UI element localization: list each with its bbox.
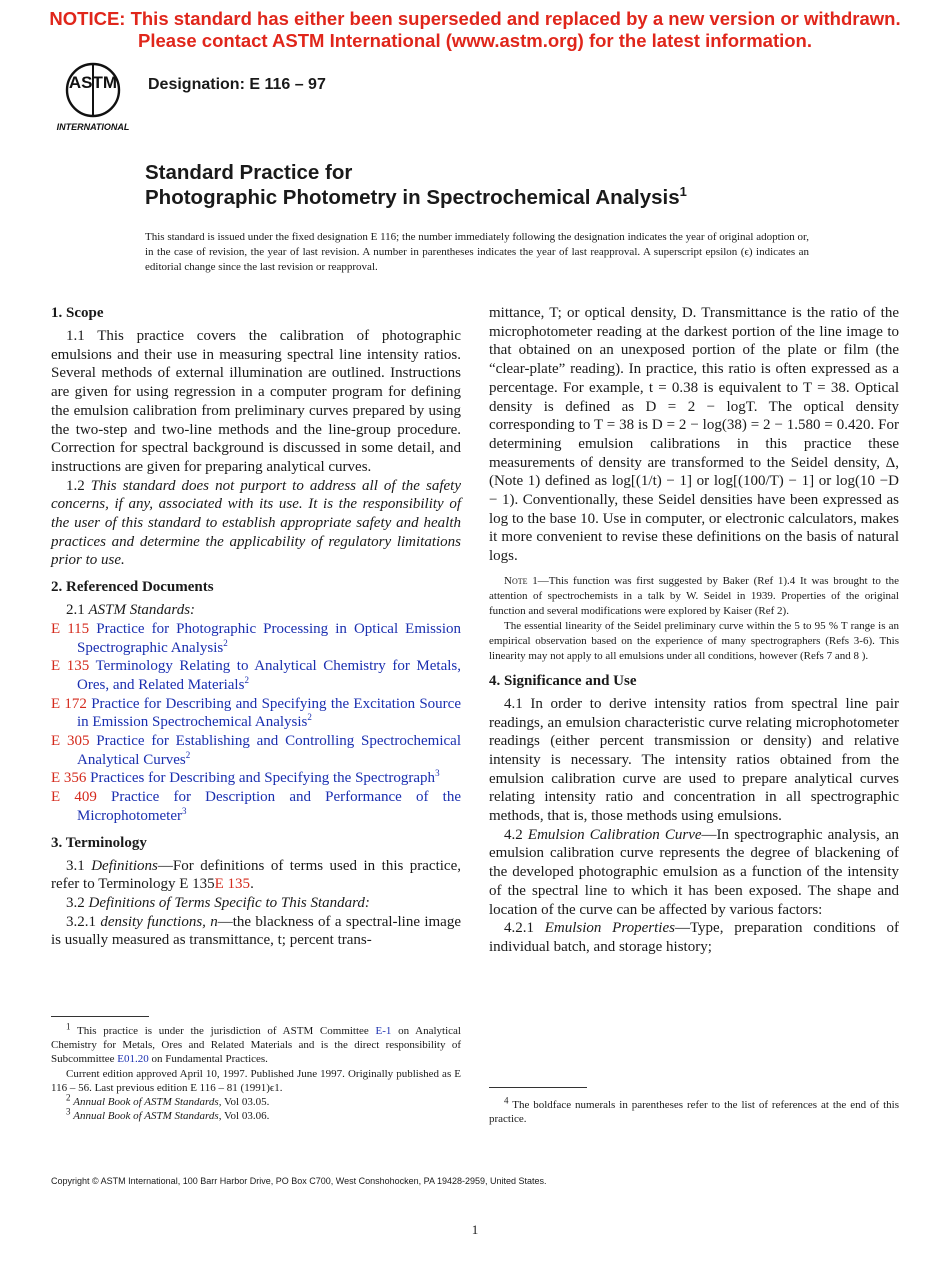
logo-astm-text: ASTM [68,73,118,92]
footnote-divider-left [51,1016,149,1017]
ref-e115[interactable]: E 115 Practice for Photographic Processing in Optical Emission Spectrographic Analysis$^2$ [51,620,462,656]
notice-line-1: NOTICE: This standard has either been superseded and replaced by a new version or withdrawn. [49,8,901,29]
terminology-3-1: 3.1 Definitions—For definitions of terms used in this practice, refer to Terminology E 135E 135. [51,857,461,893]
terminology-3-2: 3.2 Definitions of Terms Specific to This Standard: [66,894,370,911]
logo-international-text: INTERNATIONAL [56,122,130,132]
significance-4-2-1: 4.2.1 Emulsion Properties—Type, preparation conditions of individual batch, and storage history; [489,920,899,955]
ref-e305[interactable]: E 305 Practice for Establishing and Controlling Spectrochemical Analytical Curves$^2$ [51,733,461,768]
refdocs-heading: 2. Referenced Documents [51,579,214,596]
footnote-divider-right [489,1087,587,1088]
scope-1-2: 1.2 This standard does not purport to address all of the safety concerns, if any, associated with its use. It is the responsibility of the user of this standard to establish appropriate safety and health practices and determine the applicability of regulatory limitations prior to use. [51,477,461,569]
withdrawal-notice [0,8,950,52]
document-title [145,160,687,210]
footnote-1: $^1$ This practice is under the jurisdiction of ASTM Committee E-1 on Analytical Chemistry for Metals, Ores and Related Materials and is the direct responsibility of Subcommittee E01.20 on Fundamental Practices. [51,1021,461,1066]
link-e1[interactable]: E-1 [375,1025,392,1037]
footnote-3: $^3$ Annual Book of ASTM Standards, Vol 03.06. [66,1106,270,1123]
ref-e409[interactable]: E 409 Practice for Description and Performance of the Microphotometer$^3$ [51,789,461,824]
note-1-linearity: The essential linearity of the Seidel preliminary curve within the 5 to 95 % T range is an empirical observation based on the experience of many spectrographers (Refs 3-6). This linearity may not apply to all emulsions under all conditions, however (Refs 7 and 8 ). [489,619,899,662]
significance-heading: 4. Significance and Use [489,672,637,689]
scope-heading: 1. Scope [51,305,104,321]
footnotes-right [489,1095,899,1126]
astm-logo-icon [52,58,134,134]
notice-line-2: Please contact ASTM International (www.astm.org) for the latest information. [138,30,812,51]
footnote-1-history: Current edition approved April 10, 1997. Published June 1997. Originally published as E 116 – 56. Last previous edition E 116 – 81 (1991)ϵ1. [51,1067,461,1094]
ref-e356[interactable]: E 356 Practices for Describing and Specifying the Spectrograph$^3$ [51,768,440,787]
link-e0120[interactable]: E01.20 [117,1053,149,1066]
title-footnote-mark: 1 [679,184,687,200]
issuance-statement: This standard is issued under the fixed designation E 116; the number immediately following the designation indicates the year of original adoption or, in the case of revision, the year of last revision. A number in parentheses indicates the year of last reapproval. A superscript epsilon (ϵ) indicates an editorial change since the last revision or reapproval. [145,231,809,273]
footnote-4: $^4$ The boldface numerals in parentheses refer to the list of references at the end of this practice. [489,1095,899,1126]
title-line-1: Standard Practice for [145,161,353,184]
density-definition-cont: mittance, T; or optical density, D. Transmittance is the ratio of the microphotometer reading at the darkest portion of the line image to that obtained on an unexposed portion of the plate or film (the “clear-plate” reading). In practice, this ratio is often expressed as a percentage. For example, t = 0.38 is equivalent to T = 38. Optical density is defined as D = 2 − logT. The optical density corresponding to T = 38 is D = 2 − log(38) = 2 − 1.580 = 0.420. For determining emulsion calibrations in this practice these measurements of density are transformed to the Seidel density, Δ, (Note 1) defined as log[(1/t) − 1] or log[(100/T) − 1] or log(10 −D − 1). Conventionally, these Seidel densities have been expressed as log to the base 10. Use in computer, or electronic calculators, makes it more convenient to revise these definitions on the basis of natural logs. [489,305,899,565]
page-number: 1 [471,1222,479,1237]
terminology-heading: 3. Terminology [51,834,147,851]
right-column [489,304,899,957]
link-e135[interactable]: E 135 [214,876,251,893]
copyright: Copyright © ASTM International, 100 Barr Harbor Drive, PO Box C700, West Conshohocken, PA 19428-2959, United States. [51,1176,547,1186]
designation: Designation: E 116 – 97 [148,76,326,93]
title-line-2: Photographic Photometry in Spectrochemical Analysis [145,186,680,209]
significance-4-1: 4.1 In order to derive intensity ratios from spectral line pair readings, an emulsion characteristic curve relating microphotometer readings (either percent transmission or density) and relative intensity is necessary. The intensity ratios obtained from the emulsion calibration curve are used to prepare analytical curves relating intensity ratio and concentration in all spectrographic methods, that is, those methods using emulsions. [489,695,899,825]
left-column [51,304,461,950]
note-1: Note 1—This function was first suggested by Baker (Ref 1).4 It was brought to the attention of spectrochemists in a talk by W. Seidel in 1939. Properties of the original function and several modifications were explored by Kaiser (Ref 2). [489,574,899,617]
scope-1-1: 1.1 This practice covers the calibration of photographic emulsions and their use in measuring spectral line intensity ratios. Several methods of external illumination are outlined. Instructions are given for using regression in a computer program for defining the emulsion calibration from preliminary curves prepared by using the two-step and two-line methods and the line-group procedure. Correction for spectral background is discussed in some detail, and instructions are given for preparing analytical curves. [51,328,461,475]
ref-e135[interactable]: E 135 Terminology Relating to Analytical Chemistry for Metals, Ores, and Related Materials$^2$ [51,658,461,693]
footnotes-left [51,1021,461,1123]
footnote-2: $^2$ Annual Book of ASTM Standards, Vol 03.05. [66,1092,270,1109]
terminology-3-2-1: 3.2.1 density functions, n—the blackness of a spectral-line image is usually measured as transmittance, t; percent trans- [51,913,461,949]
astm-standards-label: 2.1 ASTM Standards: [66,602,196,619]
ref-e172[interactable]: E 172 Practice for Describing and Specifying the Excitation Source in Emission Spectrochemical Analysis$^2$ [51,695,461,731]
significance-4-2: 4.2 Emulsion Calibration Curve—In spectrographic analysis, an emulsion calibration curve represents the degree of blackening of the developed photographic emulsion as a function of the intensity of the spectral line to which it has been exposed. The shape and location of the curve can be affected by various factors: [489,826,900,918]
